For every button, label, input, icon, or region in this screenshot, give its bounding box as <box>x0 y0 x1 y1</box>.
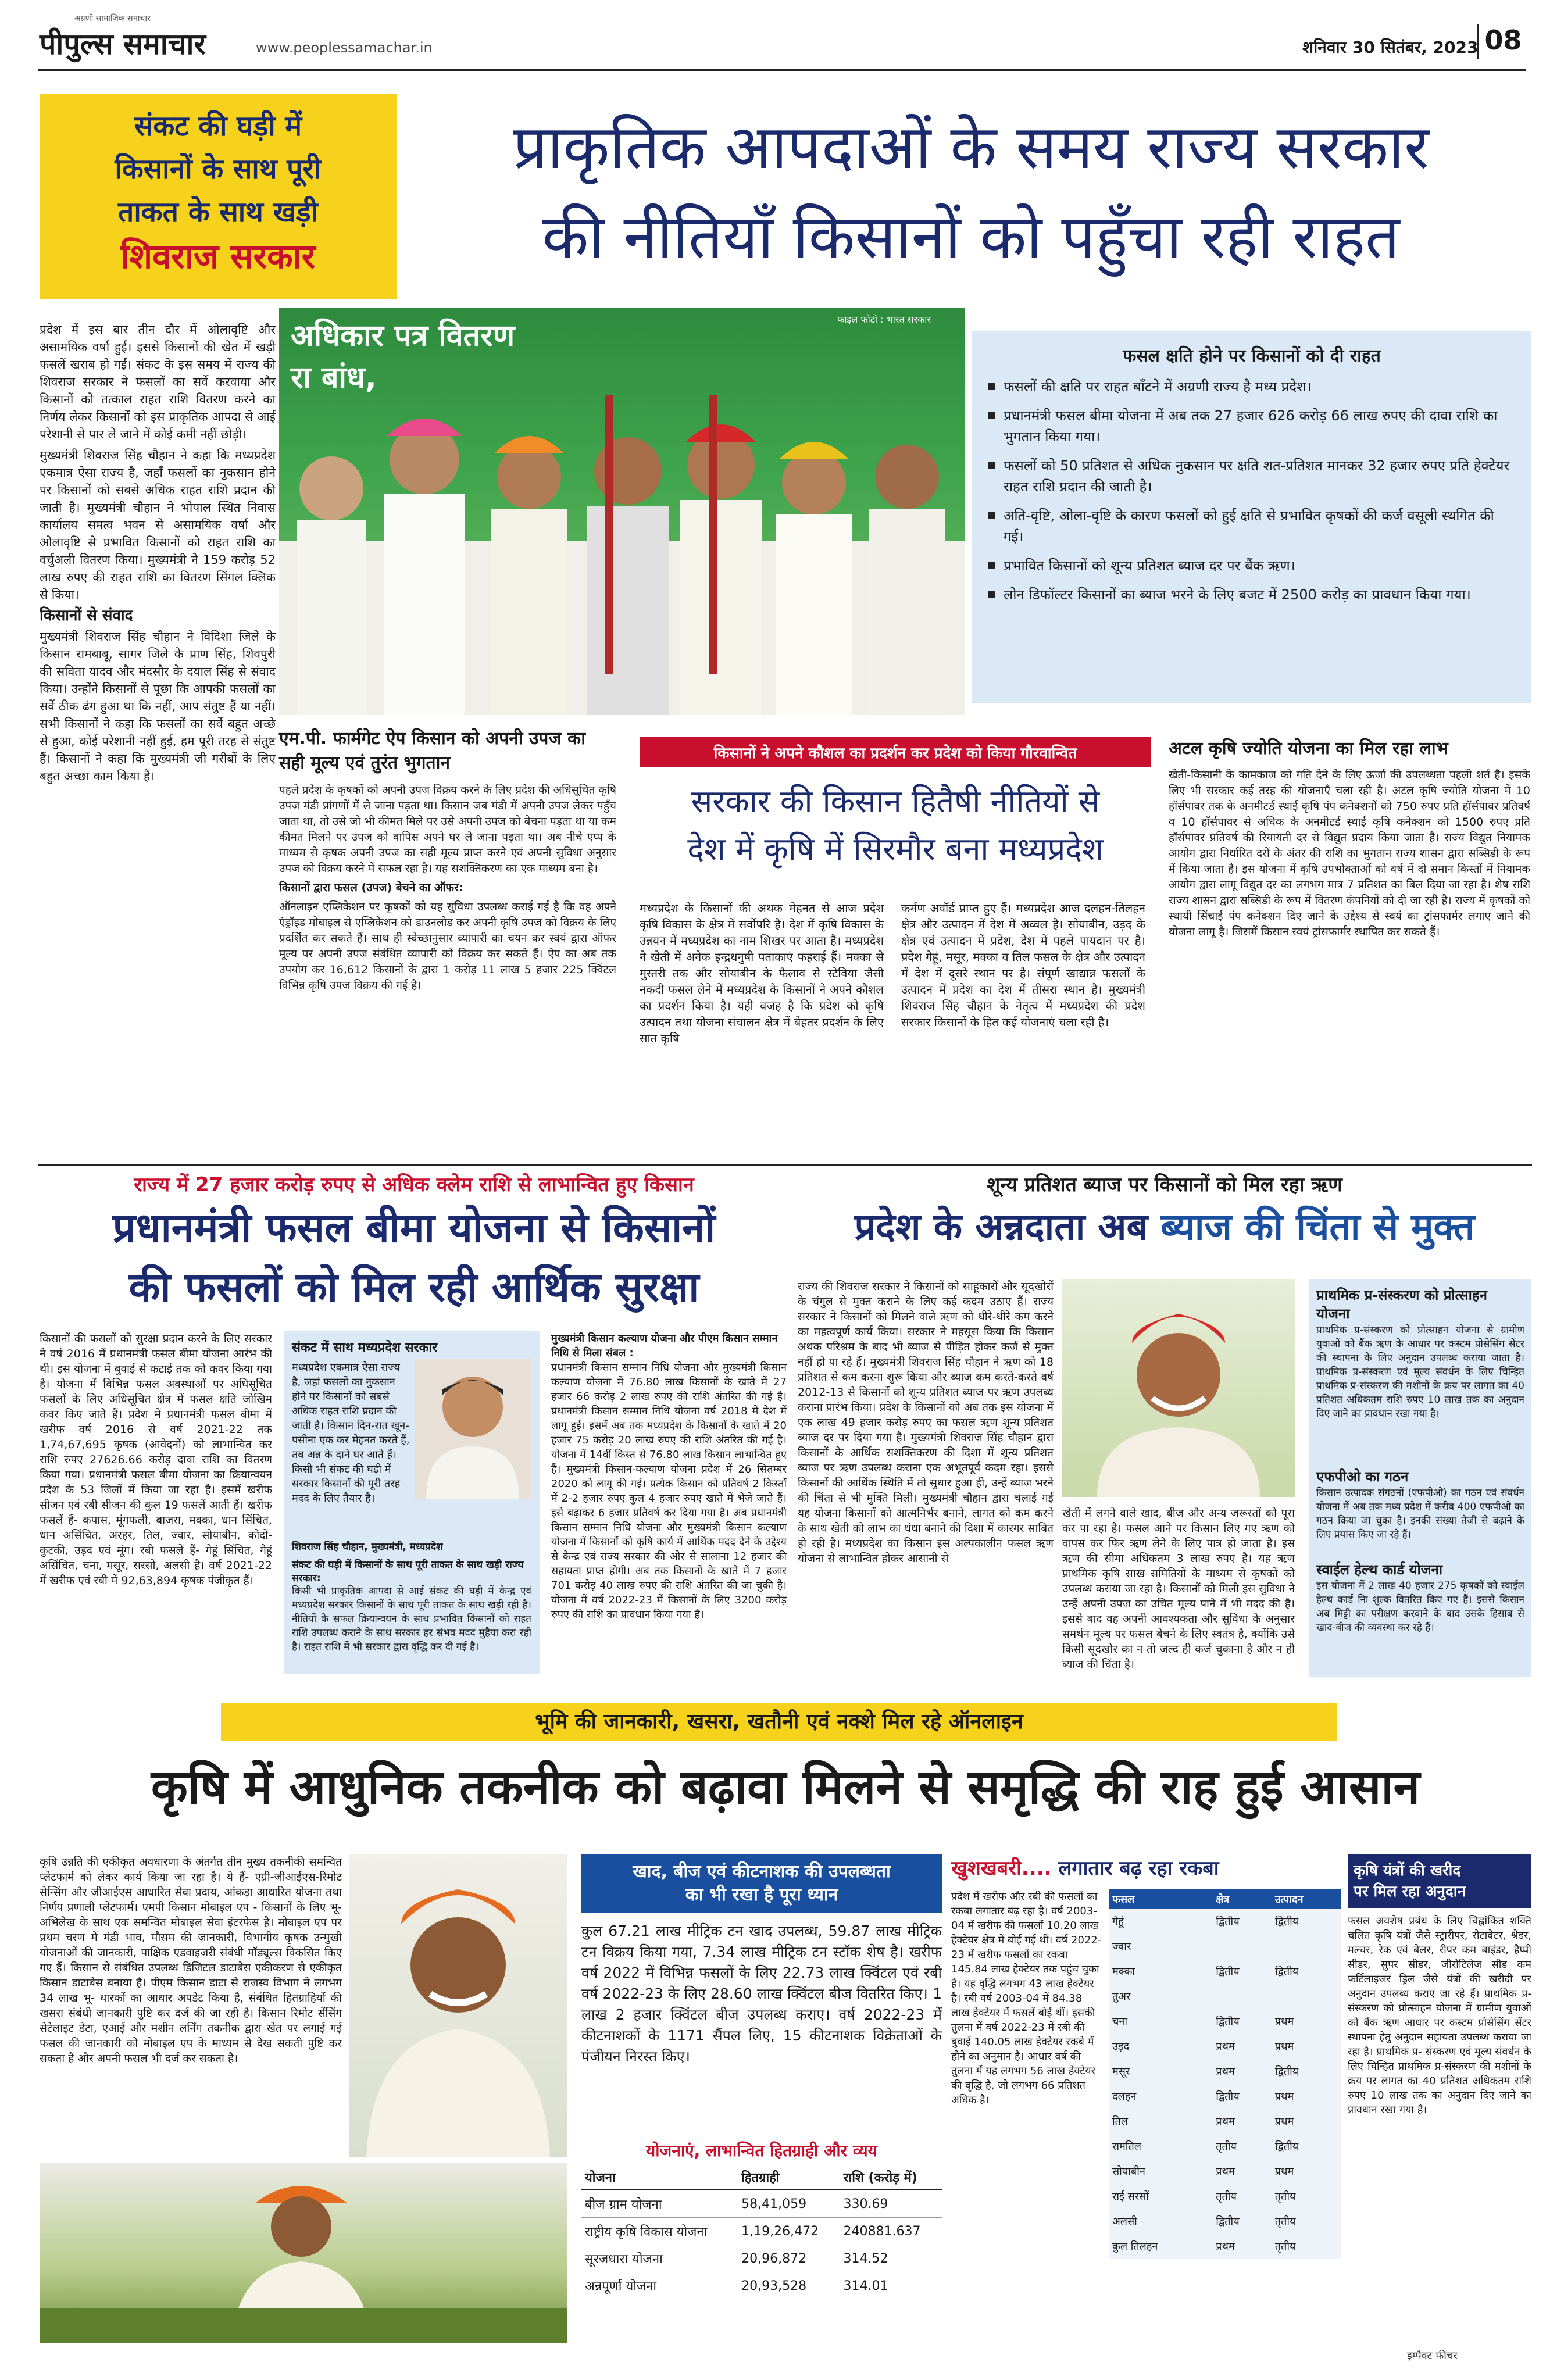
crop-row <box>1109 2109 1341 2134</box>
lead-para1: प्रदेश में इस बार तीन दौर में ओलावृष्टि और असामयिक वर्षा हुई। इससे किसानों की खेत में खड़ी फसलें खराब हो गईं। संकट के इस समय में राज्य की शिवराज सरकार ने फसलों का सर्वे करवाया और किसानों को तत्काल राहत राशि वितरण करने का निर्णय लेकर किसानों को इस प्राकृतिक आपदा से आई परेशानी से पार ले जाने में कोई कमी नहीं छोड़ी। <box>40 323 276 441</box>
crop-cell <box>1272 1984 1341 2009</box>
zero-headline <box>798 1198 1531 1256</box>
zero-sidebar <box>1309 1279 1531 1677</box>
crop-cell <box>1213 1934 1272 1959</box>
table-cell: 20,96,872 <box>741 2251 807 2266</box>
masthead-url: www.peoplessamachar.in <box>256 40 433 56</box>
crop-row <box>1109 2209 1341 2234</box>
relief-item: लोन डिफॉल्टर किसानों का ब्याज भरने के लिए बजट में 2500 करोड़ का प्रावधान किया गया। <box>986 584 1517 605</box>
main-photo <box>279 308 965 715</box>
table-row <box>581 2245 942 2272</box>
crop-cell: उड़द <box>1112 2040 1130 2053</box>
good-news-section <box>951 1854 1341 2308</box>
good-news-title-part1: खुशखबरी.... <box>951 1857 1052 1880</box>
relief-list <box>986 376 1517 605</box>
crop-cell: द्वितीय <box>1274 1916 1299 1928</box>
crop-cell: प्रथम <box>1274 2090 1294 2103</box>
atal-title: अटल कृषि ज्योति योजना का मिल रहा लाभ <box>1169 738 1448 759</box>
crop-cell: द्वितीय <box>1216 2016 1240 2028</box>
relief-box <box>972 331 1531 703</box>
banner-box-line3: ताकत के साथ खड़ी <box>118 196 318 228</box>
crop-cell <box>1213 1984 1272 2009</box>
schemes-header: राशि (करोड़ में) <box>843 2171 917 2185</box>
table-cell: 20,93,528 <box>741 2278 807 2293</box>
insurance-headline-line1: प्रधानमंत्री फसल बीमा योजना से किसानों <box>112 1204 716 1252</box>
table-cell: 58,41,059 <box>741 2196 807 2211</box>
crop-row <box>1109 1909 1341 1934</box>
side-title2: एफपीओ का गठन <box>1316 1468 1409 1485</box>
main-headline-line2: की नीतियाँ किसानों को पहुँचा रही राहत <box>542 201 1400 272</box>
crop-row <box>1109 1959 1341 1984</box>
crop-cell: राई सरसों <box>1112 2190 1149 2203</box>
cm-sub-body: किसी भी प्राकृतिक आपदा से आई संकट की घड़ी में केन्द्र एवं मध्यप्रदेश सरकार किसानों के साथ पूरी ताकत के साथ खड़ी रही है। नीतियों के सफल क्रियान्वयन के साथ प्रभावित किसानों को राहत राशि उपलब्ध कराने के साथ सरकार हर संभव मदद मुहैया करा रही है। राहत राशि में भी सरकार द्वारा वृद्धि कर दी गई है। <box>292 1585 531 1653</box>
mp-top-headline-line2: देश में कृषि में सिरमौर बना मध्यप्रदेश <box>687 831 1104 867</box>
main-headline <box>410 102 1532 281</box>
crop-row <box>1109 2159 1341 2184</box>
relief-item: फसलों को 50 प्रतिशत से अधिक नुकसान पर क्षति शत-प्रतिशत मानकर 32 हजार रुपए प्रति हेक्टेयर राहत राशि प्रदान की जाती है। <box>986 455 1517 497</box>
table-row <box>581 2218 942 2245</box>
table-row <box>581 2272 942 2300</box>
insurance-headline-line2: की फसलों को मिल रही आर्थिक सुरक्षा <box>128 1263 699 1311</box>
crop-cell: द्वितीय <box>1216 2090 1240 2103</box>
machinery-section <box>1348 1854 1531 2308</box>
cm-quote: मध्यप्रदेश एकमात्र ऐसा राज्य है, जहां फसलों का नुकसान होने पर किसानों को सबसे अधिक राहत राशि प्रदान की जाती है। किसान दिन-रात खून-पसीना एक कर मेहनत करते हैं, तब अन्न के दाने घर आते हैं। किसी भी संकट की घड़ी में सरकार किसानों की पूरी तरह मदद के लिए तैयार है। <box>292 1361 410 1505</box>
banner-box-line4: शिवराज सरकार <box>120 237 316 276</box>
tech-strip: भूमि की जानकारी, खसरा, खतौनी एवं नक्शे मिल रहे ऑनलाइन <box>221 1703 1337 1741</box>
crop-cell: प्रथम <box>1216 2040 1235 2053</box>
banner-box-line1: संकट की घड़ी में <box>134 110 302 142</box>
page-number: 08 <box>1477 24 1523 59</box>
lead-para3: मुख्यमंत्री शिवराज सिंह चौहान ने विदिशा जिले के किसान रामबाबू, सागर जिले के प्राण सिंह, शिवपुरी की सविता यादव और मंदसौर के दयाल सिंह से संवाद किया। उन्होंने किसानों से पूछा कि आपकी फसलों का सर्वे ठीक ढंग हुआ था कि नहीं, आप संतुष्ट हैं या नहीं। सभी किसानों ने कहा कि फसलों का सर्वे बहुत अच्छे से हुआ, कोई परेशानी नहीं हुई, हम पूरी तरह से संतुष्ट हैं। किसानों ने कहा कि मुख्यमंत्री जी गरीबों के लिए बहुत अच्छा काम किया है। <box>40 630 276 783</box>
crop-row <box>1109 2084 1341 2109</box>
insurance-col1: किसानों की फसलों को सुरक्षा प्रदान करने के लिए सरकार ने वर्ष 2016 में प्रधानमंत्री फसल बीमा योजना आरंभ की थी। इस योजना में बुवाई से कटाई तक को कवर किया गया है। योजना में विभिन्न फसल अवस्थाओं पर अधिसूचित फसलों के लिए अधिसूचित क्षेत्र में फसल क्षति जोखिम कवर किए जाते हैं। प्रदेश में प्रधानमंत्री फसल बीमा में खरीफ वर्ष 2016 से वर्ष 2021-22 तक 1,74,67,695 कृषक (आवेदनों) को लाभान्वित कर राशि रुपए 27626.66 करोड़ दावा राशि का वितरण किया गया। प्रधानमंत्री फसल बीमा योजना का क्रियान्वयन प्रदेश के 53 जिलों में किया जा रहा है। इसमें खरीफ सीजन एवं रबी सीजन की कुल 19 फसलें आती हैं। खरीफ फसलें हैं- कपास, मूंगफली, बाजरा, मक्का, धान सिंचित, धान असिंचित, अरहर, तिल, ज्वार, सोयाबीन, कोदो-कुटकी, उड़द एवं मूंग। रबी फसलें हैं- गेहूं सिंचित, गेहूं असिंचित, चना, मसूर, सरसों, अलसी है। वर्ष 2021-22 में खरीफ एवं रबी में 92,63,894 कृषक पंजीकृत हैं। <box>40 1332 272 1587</box>
good-news-title <box>951 1854 1341 1882</box>
lead-para2: मुख्यमंत्री शिवराज सिंह चौहान ने कहा कि मध्यप्रदेश एकमात्र ऐसा राज्य है, जहाँ फसलों का नुकसान होने पर किसानों को सबसे अधिक राहत राशि प्रदान की जाती है। मुख्यमंत्री चौहान ने भोपाल स्थित निवास कार्यालय समत्व भवन से असामयिक वर्षा और ओलावृष्टि से प्रभावित किसानों को राहत राशि का वर्चुअली वितरण किया। मुख्यमंत्री ने 159 करोड़ 52 लाख रुपए की राहत राशि का वितरण सिंगल क्लिक से किया। <box>40 448 276 602</box>
farmgate-para2: ऑनलाइन एप्लिकेशन पर कृषकों को यह सुविधा उपलब्ध कराई गई है कि वह अपने एंड्रॉइड मोबाइल से एप्लिकेशन को डाउनलोड कर अपनी कृषि उपज को विक्रय के लिए प्रदर्शित कर सकते हैं। साथ ही स्वेच्छानुसार व्यापारी का चयन कर स्वयं द्वारा ऑफर मूल्य पर अपनी उपज संबंधित व्यापारी को विक्रय कर सकते हैं। ऐप का अब तक उपयोग कर 16,612 किसानों के द्वारा 1 करोड़ 11 लाख 5 हजार 225 क्विंटल विभिन्न कृषि उपज विक्रय की गई है। <box>279 900 616 992</box>
crop-cell: दलहन <box>1112 2090 1137 2103</box>
crop-rank-table <box>1109 1889 1341 2259</box>
cm-box <box>284 1331 540 1674</box>
crop-cell: चना <box>1112 2016 1128 2028</box>
crop-row <box>1109 2184 1341 2209</box>
insurance-col3-body: प्रधानमंत्री किसान सम्मान निधि योजना और मुख्यमंत्री किसान कल्याण योजना में 76.80 लाख किसानों के खाते में 27 हजार 66 करोड़ 2 लाख रुपए की राशि अंतरित की गई है। प्रधानमंत्री किसान सम्मान निधि योजना वर्ष 2018 में देश में लागू हुई। इसमें अब तक मध्यप्रदेश के किसानों के खाते में 20 हजार 75 करोड़ 20 लाख रुपए की राशि अंतरित की गई है। योजना में 14वीं किस्त से 76.80 लाख किसान लाभान्वित हुए हैं। मुख्यमंत्री किसान-कल्याण योजना प्रदेश में 26 सितम्बर 2020 को लागू की गई। प्रत्येक किसान को प्रतिवर्ष 2 किस्तों में 2-2 हजार रुपए कुल 4 हजार रुपए खाते में भेजे जाते हैं। इसे बढ़ाकर 6 हजार प्रतिवर्ष कर दिया गया है। अब प्रधानमंत्री किसान सम्मान निधि योजना और मुख्यमंत्री किसान कल्याण योजना में किसानों को कृषि कार्य में आर्थिक मदद देने के उद्देश्य से केन्द्र एवं राज्य सरकार की ओर से सालाना 12 हजार की सहायता प्राप्त होगी। अब तक किसानों के खाते में 7 हजार 701 करोड़ 40 लाख रुपए की राशि अंतरित की जा चुकी है। योजना में वर्ष 2022-23 में किसानों के लिए 3200 करोड़ रुपए की राशि का प्रावधान किया गया है। <box>551 1361 787 1621</box>
side-title3: स्वाईल हेल्थ कार्ड योजना <box>1316 1561 1443 1578</box>
side-body1: प्राथमिक प्र-संस्करण को प्रोत्साहन योजना से ग्रामीण युवाओं को बैंक ऋण के आधार पर कस्टम प्रोसेसिंग सेंटर की स्थापना के लिए अनुदान उपलब्ध कराया जाता है। प्राथमिक प्र-संस्करण एवं मूल्य संवर्धन के लिए चिन्हित प्राथमिक प्र-संस्करण की मशीनों के क्रय पर लागत का 40 प्रतिशत अधिकतम राशि रुपए 10 लाख तक का अनुदान दिए जाने का प्रावधान रखा गया है। <box>1316 1324 1524 1420</box>
logo-tagline: अग्रणी सामाजिक समाचार <box>74 14 151 23</box>
zero-kicker: शून्य प्रतिशत ब्याज पर किसानों को मिल रहा ऋण <box>987 1173 1342 1196</box>
crop-cell: गेहूं <box>1112 1916 1124 1928</box>
farmgate-para1: पहले प्रदेश के कृषकों को अपनी उपज विक्रय करने के लिए प्रदेश की अधिसूचित कृषि उपज मंडी प्रांगणों में ले जाना पड़ता था। किसान जब मंडी में अपनी उपज लेकर पहुँच जाता था, तो उसे जो भी कीमत मिले पर उसे अपनी उपज को बेचना पड़ता था या कम कीमत मिलने पर उपज को वापिस अपने घर ले जाना पड़ता था। अब नीचे एप्प के माध्यम से कृषक अपनी उपज का सही मूल्य प्राप्त करने एवं अपनी सुविधा अनुसार उपज को विक्रय करने में सफल रहा है। यह सशक्तिकरण का एक माध्यम बना है। <box>279 784 616 875</box>
relief-item: फसलों की क्षति पर राहत बाँटने में अग्रणी राज्य है मध्य प्रदेश। <box>986 376 1517 397</box>
good-news-body: प्रदेश में खरीफ और रबी की फसलों का रकबा लगातार बढ़ रहा है। वर्ष 2003-04 में खरीफ की फसलों 10.20 लाख हेक्टेयर क्षेत्र में बोई गई थीं। वर्ष 2022-23 में खरीफ फसलों का रकबा 145.84 लाख हेक्टेयर तक पहुंच चुका है। यह वृद्धि लगभग 43 लाख हेक्टेयर है। रबी वर्ष 2003-04 में 84.38 लाख हेक्टेयर में फसलें बोई थीं। इसकी तुलना में वर्ष 2022-23 में रबी की बुवाई 140.05 लाख हेक्टेयर रकबे में होने का अनुमान है। आधार वर्ष की तुलना में यह लगभग 56 लाख हेक्टेयर की वृद्धि है, जो लगभग 66 प्रतिशत अधिक है। <box>951 1891 1102 2106</box>
crop-cell: द्वितीय <box>1216 1916 1240 1928</box>
crop-header: उत्पादन <box>1274 1893 1304 1906</box>
masthead <box>0 0 1557 70</box>
tech-headline: कृषि में आधुनिक तकनीक को बढ़ावा मिलने से समृद्धि की राह हुई आसान <box>151 1760 1420 1815</box>
crop-cell: मक्का <box>1112 1966 1135 1978</box>
crop-cell: रामतिल <box>1112 2140 1141 2153</box>
crop-cell: प्रथम <box>1274 2040 1294 2053</box>
banner-box-line2: किसानों के साथ पूरी <box>115 153 322 185</box>
crop-row <box>1109 2134 1341 2159</box>
table-cell: बीज ग्राम योजना <box>585 2197 662 2212</box>
divider <box>38 1164 1532 1166</box>
crop-row <box>1109 2234 1341 2259</box>
crop-row <box>1109 2034 1341 2059</box>
table-row <box>581 2190 942 2218</box>
insurance-kicker: राज्य में 27 हजार करोड़ रुपए से अधिक क्लेम राशि से लाभान्वित हुए किसान <box>134 1173 694 1196</box>
crop-cell: द्वितीय <box>1216 2215 1240 2228</box>
crop-row <box>1109 2059 1341 2084</box>
cm-box-title: संकट में साथ मध्यप्रदेश सरकार <box>292 1341 438 1355</box>
crop-cell: अलसी <box>1112 2215 1137 2228</box>
crop-row <box>1109 2009 1341 2034</box>
side-body3: इस योजना में 2 लाख 40 हजार 275 कृषकों को स्वाईल हेल्थ कार्ड निः शुल्क वितरित किए गए हैं। इससे किसान अब मिट्टी का परीक्षण करवाने के बाद उसके हिसाब से खाद-बीज की व्यवस्था कर रहे हैं। <box>1316 1580 1524 1634</box>
atal-body: खेती-किसानी के कामकाज को गति देने के लिए ऊर्जा की उपलब्धता पहली शर्त है। इसके लिए भी सरकार कई तरह की योजनाएँ चला रही है। अटल कृषि ज्योति योजना में 10 हॉर्सपावर तक के अनमीटर्ड स्थाई कृषि पंप कनेक्शनों को 750 रुपए प्रति हॉर्सपावर प्रतिवर्ष व 10 हॉर्सपावर से अधिक के अनमीटर्ड स्थाई कृषि कनेक्शन को 1500 रुपए प्रति हॉर्सपावर प्रतिवर्ष की रियायती दर से विद्युत प्रदाय किया जाता है। राज्य विद्युत नियामक आयोग द्वारा निर्धारित दरों के अंतर की राशि का भुगतान राज्य शासन द्वारा सब्सिडी के रूप में किया जाता है। इस योजना में कृषि उपभोक्ताओं को वर्ष में दो समान किस्तों में नियामक आयोग द्वारा लागू विद्युत दर का लगभग मात्र 7 प्रतिशत का बिल दिया जा रहा है। शेष राशि राज्य शासन द्वारा सब्सिडी के रूप में वितरण कंपनियों को दी जा रही है। राज्य में कृषकों को स्थायी सिंचाई पंप कनेक्शन दिए जाने के उद्देश्य से स्वयं का ट्रांसफार्मर लगाए जाने की योजना लागू है। जिसमें किसान स्वयं ट्रांसफार्मर स्थापित कर सकते हैं। <box>1169 769 1530 938</box>
crop-cell: प्रथम <box>1274 2165 1294 2178</box>
fertilizer-title <box>581 1854 942 1913</box>
crop-cell: ज्वार <box>1112 1941 1131 1953</box>
farmgate-title: एम.पी. फार्मगेट ऐप किसान को अपनी उपज का सही मूल्य एवं तुरंत भुगतान <box>279 728 585 773</box>
crop-cell: मसूर <box>1112 2065 1130 2078</box>
table-cell: सूरजधारा योजना <box>585 2252 663 2267</box>
relief-item: प्रभावित किसानों को शून्य प्रतिशत ब्याज दर पर बैंक ऋण। <box>986 555 1517 576</box>
fertilizer-section <box>581 1854 942 2308</box>
crop-header: फसल <box>1112 1893 1135 1906</box>
zero-col2: खेती में लगने वाले खाद, बीज और अन्य जरूरतों को पूरा कर पा रहा है। फसल आने पर किसान लिए गए ऋण को वापस कर फिर ऋण लेने के लिए पात्र हो जाता है। इस ऋण की सीमा अधिकतम 3 लाख रुपए है। यह ऋण प्राथमिक कृषि साख समितियों के माध्यम से कृषकों को उपलब्ध कराया जा रहा है। किसानों को मिली इस सुविधा ने उन्हें अपनी उपज का उचित मूल्य पाने में भी मदद की है। इससे बाद वह अपनी आवश्यकता और सुविधा के अनुसार समर्थन मूल्य पर फसल बेचने के लिए स्वतंत्र है, क्योंकि उसे किसी सूदखोर का न तो जल्द ही कर्ज चुकाना है और न ही ब्याज की चिंता है। <box>1062 1507 1295 1671</box>
masthead-logo <box>40 13 260 59</box>
logo-text: पीपुल्स समाचार <box>40 27 206 61</box>
atal-section <box>1169 737 1530 1156</box>
cm-name: शिवराज सिंह चौहान, मुख्यमंत्री, मध्यप्रदेश <box>292 1541 443 1553</box>
farmer-turban-illustration <box>349 1854 567 2157</box>
crop-cell: प्रथम <box>1216 2165 1235 2178</box>
insurance-col3 <box>551 1331 787 1674</box>
crop-cell: द्वितीय <box>1216 1966 1240 1978</box>
crop-cell: सोयाबीन <box>1112 2165 1145 2178</box>
table-cell: 314.52 <box>843 2251 888 2266</box>
zero-headline-part1: प्रदेश के अन्नदाता अब <box>854 1206 1148 1249</box>
table-cell: 1,19,26,472 <box>741 2224 819 2239</box>
zero-interest-section <box>798 1171 1531 1677</box>
farmer-portrait <box>1062 1279 1295 1497</box>
fertilizer-table-title: योजनाएं, लाभान्वित हितग्राही और व्यय <box>646 2141 877 2160</box>
masthead-date: शनिवार 30 सितंबर, 2023 <box>1302 38 1479 57</box>
relief-item: अति-वृष्टि, ओला-वृष्टि के कारण फसलों को हुई क्षति से प्रभावित कृषकों की कर्ज वसूली स्थगित की गई। <box>986 505 1517 547</box>
lead-story <box>40 321 276 1153</box>
farmgate-body <box>279 782 616 1155</box>
machinery-title-line2: पर मिल रहा अनुदान <box>1354 1883 1466 1900</box>
fertilizer-title-line2: का भी रखा है पूरा ध्यान <box>685 1885 838 1905</box>
side-body2: किसान उत्पादक संगठनों (एफपीओ) का गठन एवं संवर्धन योजना में अब तक मध्य प्रदेश में करीब 400 एफपीओ का गठन किया जा चुका है। इनकी संख्या तेजी से बढ़ाने के लिए प्रयास किए जा रहे हैं। <box>1316 1487 1524 1541</box>
tech-farmer-top <box>349 1854 567 2157</box>
fertilizer-title-line1: खाद, बीज एवं कीटनाशक की उपलब्धता <box>633 1861 891 1882</box>
table-cell: राष्ट्रीय कृषि विकास योजना <box>585 2225 708 2239</box>
schemes-header: हितग्राही <box>741 2171 780 2185</box>
cm-sub-title: संकट की घड़ी में किसानों के साथ पूरी ताकत के साथ खड़ी राज्य सरकार: <box>292 1559 524 1584</box>
crop-cell: प्रथम <box>1274 2016 1294 2028</box>
footer-credit: इम्पैक्ट फीचर <box>1407 2350 1458 2362</box>
schemes-header: योजना <box>585 2171 616 2185</box>
farmgate-subhead: किसानों द्वारा फसल (उपज) बेचने का ऑफर: <box>279 881 463 894</box>
good-news-title-part2: लगातार बढ़ रहा रकबा <box>1058 1857 1219 1880</box>
banner-box <box>40 94 397 299</box>
crop-cell: द्वितीय <box>1274 1966 1299 1978</box>
crop-cell: तृतीय <box>1274 2215 1296 2228</box>
cm-photo <box>415 1359 531 1499</box>
crop-cell: तृतीय <box>1216 2190 1237 2203</box>
photo-caption: फाइल फोटो : भारत सरकार <box>837 314 931 325</box>
mp-top-col2: कर्मण अवॉर्ड प्राप्त हुए हैं। मध्यप्रदेश आज दलहन-तिलहन क्षेत्र और उत्पादन में देश में अव्वल है। सोयाबीन, उड़द के क्षेत्र एवं उत्पादन में प्रदेश, देश में पहले पायदान पर है। प्रदेश गेहूं, मसूर, मक्का व तिल फसल के क्षेत्र और उत्पादन में देश में दूसरे स्थान पर है। संपूर्ण खाद्यान्न फसलों के उत्पादन में प्रदेश का देश में तीसरा स्थान है। मुख्यमंत्री शिवराज सिंह चौहान के नेतृत्व में मध्यप्रदेश की प्रदेश सरकार किसानों के हित कई योजनाएं चला रही है। <box>901 901 1145 1029</box>
crop-cell: तृतीय <box>1274 2240 1296 2253</box>
crop-cell: प्रथम <box>1274 2115 1294 2128</box>
machinery-title <box>1348 1854 1531 1908</box>
fertilizer-body: कुल 67.21 लाख मीट्रिक टन खाद उपलब्ध, 59.87 लाख मीट्रिक टन विक्रय किया गया, 7.34 लाख मीट्रिक टन स्टॉक शेष है। खरीफ वर्ष 2022 में विभिन्न फसलों के लिए 22.73 लाख क्विंटल एवं रबी वर्ष 2022-23 के लिए 28.60 लाख क्विंटल बीज वितरित किए। 1 लाख 2 हजार क्विंटल बीज उपलब्ध कराए। वर्ष 2022-23 में कीटनाशकों के 1171 सैंपल लिए, 15 कीटनाशक विक्रेताओं के पंजीयन निरस्त किए। <box>581 1922 942 2065</box>
crop-cell: तृतीय <box>1274 2190 1296 2203</box>
mp-top-section <box>640 737 1151 1156</box>
table-cell: अन्नपूर्णा योजना <box>585 2279 657 2294</box>
cm-portrait <box>415 1359 531 1499</box>
masthead-rule <box>38 69 1526 71</box>
crop-cell: तृतीय <box>1216 2140 1237 2153</box>
lead-subhead: किसानों से संवाद <box>40 607 133 624</box>
table-cell: 314.01 <box>843 2278 888 2293</box>
crowd-illustration <box>279 395 965 715</box>
side-title1: प्राथमिक प्र-संस्करण को प्रोत्साहन योजना <box>1316 1287 1487 1322</box>
mp-top-col1: मध्यप्रदेश के किसानों की अथक मेहनत से आज प्रदेश कृषि विकास के क्षेत्र में सर्वोपरि है। देश में कृषि विकास के उन्नयन में मध्यप्रदेश का नाम शिखर पर आता है। मध्यप्रदेश ने खेती में अनेक इन्द्रधनुषी पताकाएं फहराई हैं। मक्का से मुस्तरी तक और सोयाबीन के फैलाव से स्टेविया जैसी नकदी फसल लेने में मध्यप्रदेश के किसानों ने अपने कौशल का प्रदर्शन किया है। यही वजह है कि प्रदेश को कृषि उत्पादन तथा योजना संचालन क्षेत्र में बेहतर प्रदर्शन के लिए सात कृषि <box>640 901 884 1045</box>
relief-item: प्रधानमंत्री फसल बीमा योजना में अब तक 27 हजार 626 करोड़ 66 लाख रुपए की दावा राशि का भुगतान किया गया। <box>986 405 1517 447</box>
crop-cell: प्रथम <box>1216 2240 1235 2253</box>
machinery-title-line1: कृषि यंत्रों की खरीद <box>1354 1862 1461 1879</box>
photo-banner-text: अधिकार पत्र वितरण <box>291 319 515 353</box>
crop-cell: प्रथम <box>1216 2115 1235 2128</box>
zero-headline-part2: ब्याज की चिंता से मुक्त <box>1160 1206 1475 1249</box>
table-cell: 330.69 <box>843 2196 888 2211</box>
crop-cell: द्वितीय <box>1274 2065 1299 2078</box>
farmgate-section <box>279 727 616 1157</box>
tech-farmer-photo <box>40 2163 567 2343</box>
table-cell: 240881.637 <box>843 2224 921 2239</box>
mp-top-headline-line1: सरकार की किसान हितैषी नीतियों से <box>691 783 1100 820</box>
insurance-col3-title: मुख्यमंत्री किसान कल्याण योजना और पीएम किसान सम्मान निधि से मिला संबल : <box>551 1332 778 1359</box>
machinery-body: फसल अवशेष प्रबंध के लिए चिह्नांकित शक्ति चलित कृषि यंत्रों जैसे स्ट्रारीपर, रोटावेटर, श्रेडर, मल्चर, रेक एवं बेलर, रीपर कम बाइंडर, हैप्पी सीडर, सुपर सीडर, जीरोटिलेज सीड कम फर्टिलाइजर ड्रिल जैसे यंत्रों की खरीदी पर अनुदान उपलब्ध कराए जा रहे हैं। प्राथमिक प्र-संस्करण को प्रोत्साहन योजना में ग्रामीण युवाओं को बैंक ऋण आधार पर कस्टम प्रोसेसिंग सेंटर स्थापना हेतु अनुदान सहायता उपलब्ध कराया जा रहा है। प्राथमिक प्र- संस्करण एवं मूल्य संवर्धन के लिए चिन्हित प्राथमिक प्र-संस्करण की मशीनों के क्रय पर लागत का 40 प्रतिशत अधिकतम राशि रुपए 10 लाख तक का अनुदान दिए जाने का प्रावधान रखा गया है। <box>1348 1915 1531 2116</box>
insurance-section <box>40 1171 788 1677</box>
crop-header: क्षेत्र <box>1216 1893 1230 1906</box>
crop-cell: द्वितीय <box>1274 2140 1299 2153</box>
crop-row <box>1109 1934 1341 1959</box>
schemes-table <box>581 2165 942 2299</box>
main-headline-line1: प्राकृतिक आपदाओं के समय राज्य सरकार <box>513 112 1429 183</box>
photo-banner-text2: रा बांध, <box>291 360 377 395</box>
mp-top-tag: किसानों ने अपने कौशल का प्रदर्शन कर प्रदेश को किया गौरवान्वित <box>640 737 1151 767</box>
crop-cell: तुअर <box>1112 1991 1131 2003</box>
crop-cell: कुल तिलहन <box>1112 2240 1158 2253</box>
relief-box-title: फसल क्षति होने पर किसानों को दी राहत <box>1123 346 1381 366</box>
crop-cell <box>1272 1934 1341 1959</box>
crop-row <box>1109 1984 1341 2009</box>
farmer-photo <box>1062 1279 1295 1497</box>
crop-cell: तिल <box>1112 2115 1129 2128</box>
tech-farmer-illustration <box>40 2163 567 2343</box>
zero-col1: राज्य की शिवराज सरकार ने किसानों को साहूकारों और सूदखोरों के चंगुल से मुक्त कराने के लिए कई कदम उठाए हैं। राज्य सरकार ने किसानों को मिलने वाले ऋण को धीरे-धीरे कम करने का महत्वपूर्ण कार्य किया। सरकार ने महसूस किया कि किसान अथक परिश्रम के बाद भी ब्याज से पीड़ित होकर कर्ज से मुक्त नहीं हो पा रहे हैं। मुख्यमंत्री शिवराज सिंह चौहान ने ऋण को 18 प्रतिशत से कम करना शुरू किया और ब्याज कम करते-करते वर्ष 2012-13 से किसानों को शून्य प्रतिशत ब्याज पर ऋण उपलब्ध कराना प्रारंभ किया। प्रदेश के किसानों को अब तक इस योजना में एक लाख 49 हजार करोड़ रुपए का फसल ऋण शून्य प्रतिशत ब्याज दर पर दिया गया है। मुख्यमंत्री शिवराज सिंह चौहान द्वारा किसानों के आर्थिक सशक्तिकरण की दिशा में शून्य प्रतिशत ब्याज पर ऋण उपलब्ध कराना एक अभूतपूर्व कदम रहा। इससे किसानों की आर्थिक स्थिति में तो सुधार हुआ ही, उन्हें ब्याज भरने की चिंता से भी मुक्ति मिली। मुख्यमंत्री चौहान द्वारा चलाई गई यह योजना किसानों को आत्मनिर्भर बनाने, लागत को कम करने के साथ खेती को लाभ का धंधा बनाने की दिशा में कारगर साबित हो रही है। मध्यप्रदेश का किसान इस अल्पकालीन फसल ऋण योजना से लाभान्वित होकर आसानी से <box>798 1280 1054 1565</box>
crop-cell: प्रथम <box>1216 2065 1235 2078</box>
tech-col1: कृषि उन्नति की एकीकृत अवधारणा के अंतर्गत तीन मुख्य तकनीकी समन्वित प्लेटफार्म को लेकर कार्य किया जा रहा है। ये हैं- एग्री-जीआईएस-रिमोट सेन्सिंग और जीआईएस आधारित सेवा प्रदाय, आंकड़ा आधारित योजना तथा निर्णय प्रणाली प्लेटफार्म। एमपी किसान मोबाइल एप - किसानों के लिए भू-अभिलेख के साथ एक समन्वित मोबाइल सेवा इंटरफेस है। मोबाइल एप पर प्रथम चरण में मंडी भाव, मौसम की जानकारी, विभागीय कृषक उन्मुखी योजनाओं की जानकारी, पाक्षिक एडवाइजरी संबंधी मॉड्यूल्स विकसित किए गए हैं। किसान से संबंधित उपलब्ध डिजिटल डाटाबेस एकीकरण से एकीकृत किसान डाटाबेस बनाया है। पीएम किसान डाटा से राजस्व विभाग ने लगभग 34 लाख भू- धारकों का आधार अपडेट किया है, संबंधित हितग्राहियों की खसरा संबंधी जानकारी पुष्टि कर दर्ज की जा रही है। किसान रिमोट सेंसिंग सेटेलाइट डेटा, एआई और मशीन लर्निंग तकनीक द्वारा खेत पर लगाई गई फसल की जानकारी को मोबाइल एप के माध्यम से देख सकती पुष्टि कर सकता है और अपनी फसल भी दर्ज कर सकता है। <box>40 1856 342 2065</box>
